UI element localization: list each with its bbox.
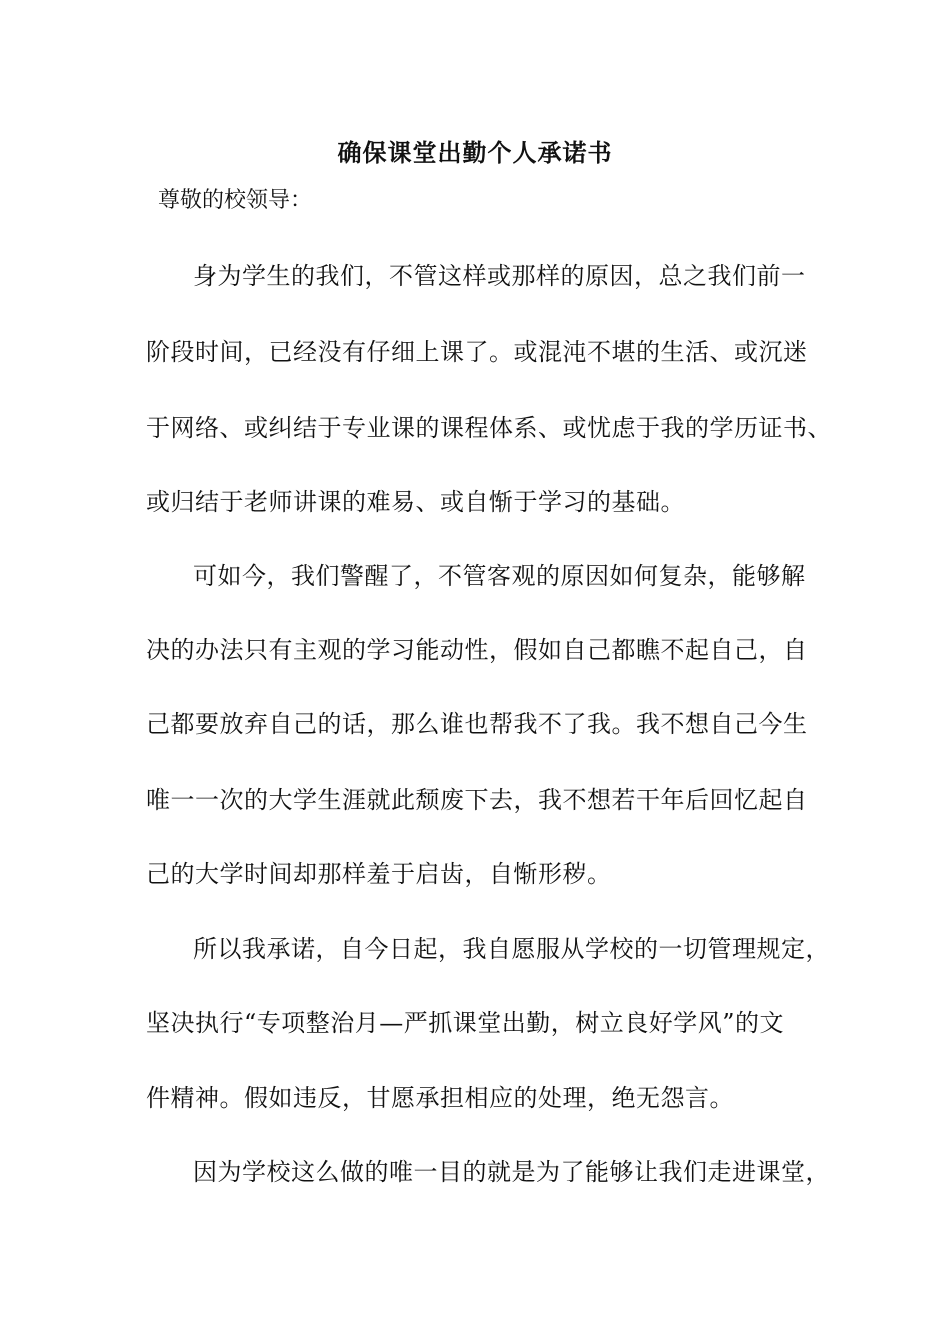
paragraph-1-line-3: 于网络、或纠结于专业课的课程体系、或忧虑于我的学历证书、 <box>146 414 832 442</box>
salutation: 尊敬的校领导： <box>158 188 313 213</box>
paragraph-2-line-2: 决的办法只有主观的学习能动性，假如自己都瞧不起自己，自 <box>146 636 808 664</box>
paragraph-2-line-3: 己都要放弃自己的话，那么谁也帮我不了我。我不想自己今生 <box>146 710 808 738</box>
paragraph-1-line-1: 身为学生的我们，不管这样或那样的原因，总之我们前一 <box>193 262 806 290</box>
document-title: 确保课堂出勤个人承诺书 <box>337 138 613 167</box>
paragraph-3-line-3: 件精神。假如违反，甘愿承担相应的处理，绝无怨言。 <box>146 1084 734 1112</box>
paragraph-3-line-2: 坚决执行“专项整治月—严抓课堂出勤，树立良好学风”的文 <box>146 1009 785 1037</box>
paragraph-4-line-1: 因为学校这么做的唯一目的就是为了能够让我们走进课堂， <box>193 1158 830 1186</box>
paragraph-1-line-2: 阶段时间，已经没有仔细上课了。或混沌不堪的生活、或沉迷 <box>146 338 808 366</box>
paragraph-3-line-1: 所以我承诺，自今日起，我自愿服从学校的一切管理规定， <box>193 935 830 963</box>
paragraph-2-line-1: 可如今，我们警醒了，不管客观的原因如何复杂，能够解 <box>193 562 806 590</box>
paragraph-2-line-4: 唯一一次的大学生涯就此颓废下去，我不想若干年后回忆起自 <box>146 786 808 814</box>
paragraph-1-line-4: 或归结于老师讲课的难易、或自惭于学习的基础。 <box>146 488 685 516</box>
paragraph-2-line-5: 己的大学时间却那样羞于启齿，自惭形秽。 <box>146 860 612 888</box>
